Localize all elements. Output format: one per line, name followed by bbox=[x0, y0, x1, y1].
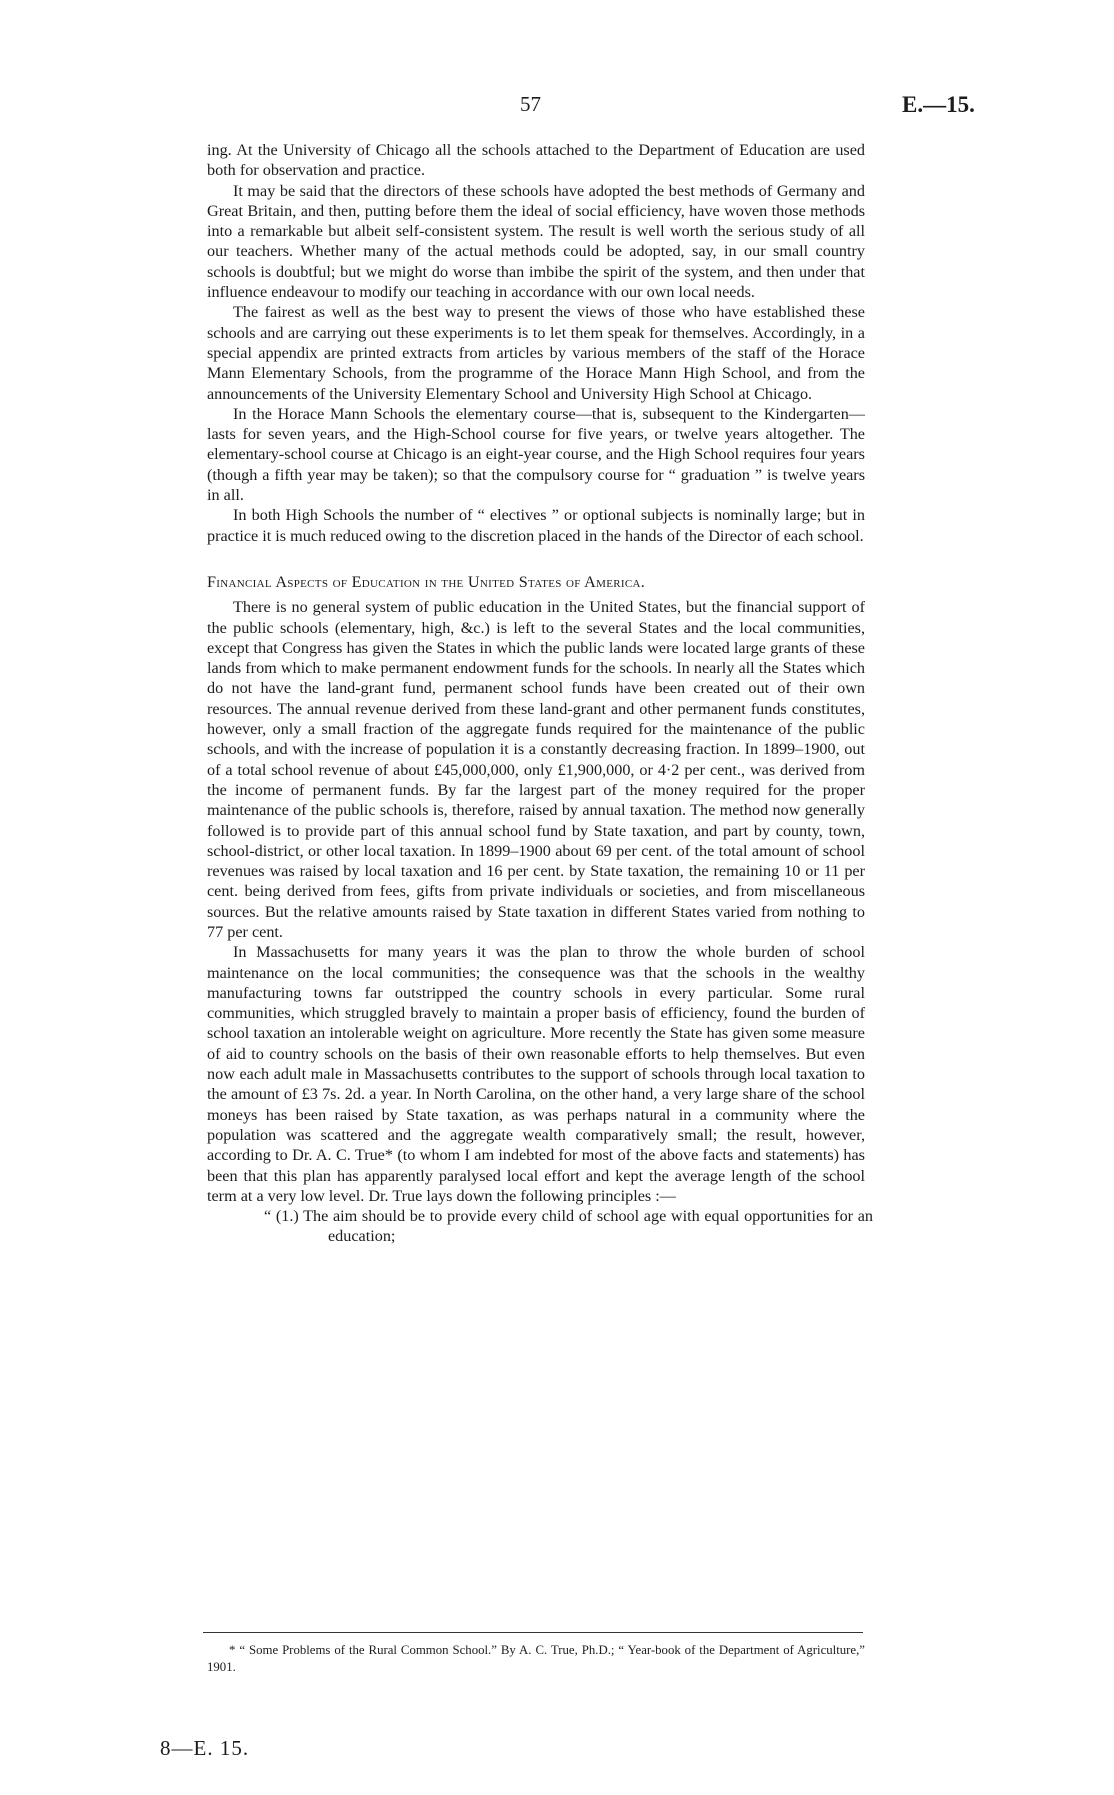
paragraph-horace-mann-course: In the Horace Mann Schools the elementary course—that is, subsequent to the Kindergarten—lasts for seven years, and the High-School course for five years, or twelve years altogether. The elementary-school course at Chicago is an eight-year course, and the High School requires four years (though a fifth year may be taken); so that the compulsory course for “ graduation ” is twelve years in all. bbox=[207, 404, 865, 505]
page-number: 57 bbox=[520, 92, 541, 116]
body-text bbox=[207, 140, 873, 1247]
paragraph-electives: In both High Schools the number of “ electives ” or optional subjects is nominally large; but in practice it is much reduced owing to the discretion placed in the hands of the Director of each school. bbox=[207, 506, 865, 545]
paragraph-directors: It may be said that the directors of these schools have adopted the best methods of Germany and Great Britain, and then, putting before them the ideal of social efficiency, have woven those methods into a remarkable but albeit self-consistent system. The result is well worth the serious study of all our teachers. Whether many of the actual methods could be adopted, say, in our small country schools is doubtful; but we might do worse than imbibe the spirit of the system, and then under that influence endeavour to modify our teaching in accordance with our own local needs. bbox=[207, 181, 865, 302]
paragraph-massachusetts: In Massachusetts for many years it was the plan to throw the whole burden of school maintenance on the local communities; the consequence was that the schools in the wealthy manufacturing towns far outstripped the country schools in every particular. Some rural communities, which struggled bravely to maintain a proper basis of efficiency, found the burden of school taxation an intolerable weight on agriculture. More recently the State has given some measure of aid to country schools on the basis of their own reasonable efforts to help themselves. But even now each adult male in Massachusetts contributes to the support of schools through local taxation to the amount of £3 7s. 2d. a year. In North Carolina, on the other hand, a very large share of the school moneys has been raised by State taxation, as was perhaps natural in a community where the population was scattered and the aggregate wealth comparatively small; the result, however, according to Dr. A. C. True* (to whom I am indebted for most of the above facts and statements) has been that this plan has apparently paralysed local effort and kept the average length of the school term at a very low level. Dr. True lays down the following principles :— bbox=[207, 943, 865, 1205]
footnote-text: * “ Some Problems of the Rural Common School.” By A. C. True, Ph.D.; “ Year-book of the Department of Agriculture,” 1901. bbox=[207, 1643, 865, 1674]
paragraph-continuation: ing. At the University of Chicago all the schools attached to the Department of Education are used both for observation and practice. bbox=[207, 141, 865, 180]
section-heading: Financial Aspects of Education in the United States of America. bbox=[207, 572, 646, 591]
sheet-signature: 8—E. 15. bbox=[160, 1736, 250, 1760]
paragraph-financial-support: There is no general system of public education in the United States, but the financial support of the public schools (elementary, high, &c.) is left to the several States and the local communities, except that Congress has given the States in which the public lands were located large grants of these lands from which to make permanent endowment funds for the schools. In nearly all the States which do not have the land-grant fund, permanent school funds have been created out of their own resources. The annual revenue derived from these land-grant and other permanent funds constitutes, however, only a small fraction of the aggregate funds required for the maintenance of the public schools, and with the increase of population it is a constantly decreasing fraction. In 1899–1900, out of a total school revenue of about £45,000,000, only £1,900,000, or 4·2 per cent., was derived from the income of permanent funds. By far the largest part of the money required for the proper maintenance of the public schools is, therefore, raised by annual taxation. The method now generally followed is to provide part of this annual school fund by State taxation, and part by county, town, school-district, or other local taxation. In 1899–1900 about 69 per cent. of the total amount of school revenues was raised by local taxation and 16 per cent. by State taxation, the remaining 10 or 11 per cent. being derived from fees, gifts from private individuals or societies, and from miscellaneous sources. But the relative amounts raised by State taxation in different States varied from nothing to 77 per cent. bbox=[207, 598, 865, 941]
footnote bbox=[207, 1642, 865, 1676]
paragraph-fairest-way: The fairest as well as the best way to present the views of those who have established these schools and are carrying out these experiments is to let them speak for themselves. Accordingly, in a special appendix are printed extracts from articles by various members of the staff of the Horace Mann Elementary Schools, from the programme of the Horace Mann High School, and from the announcements of the University Elementary School and University High School at Chicago. bbox=[207, 303, 865, 403]
principle-quote: “ (1.) The aim should be to provide every child of school age with equal opportunities for an education; bbox=[264, 1207, 873, 1246]
document-reference: E.—15. bbox=[902, 92, 975, 117]
footnote-divider bbox=[203, 1632, 863, 1633]
